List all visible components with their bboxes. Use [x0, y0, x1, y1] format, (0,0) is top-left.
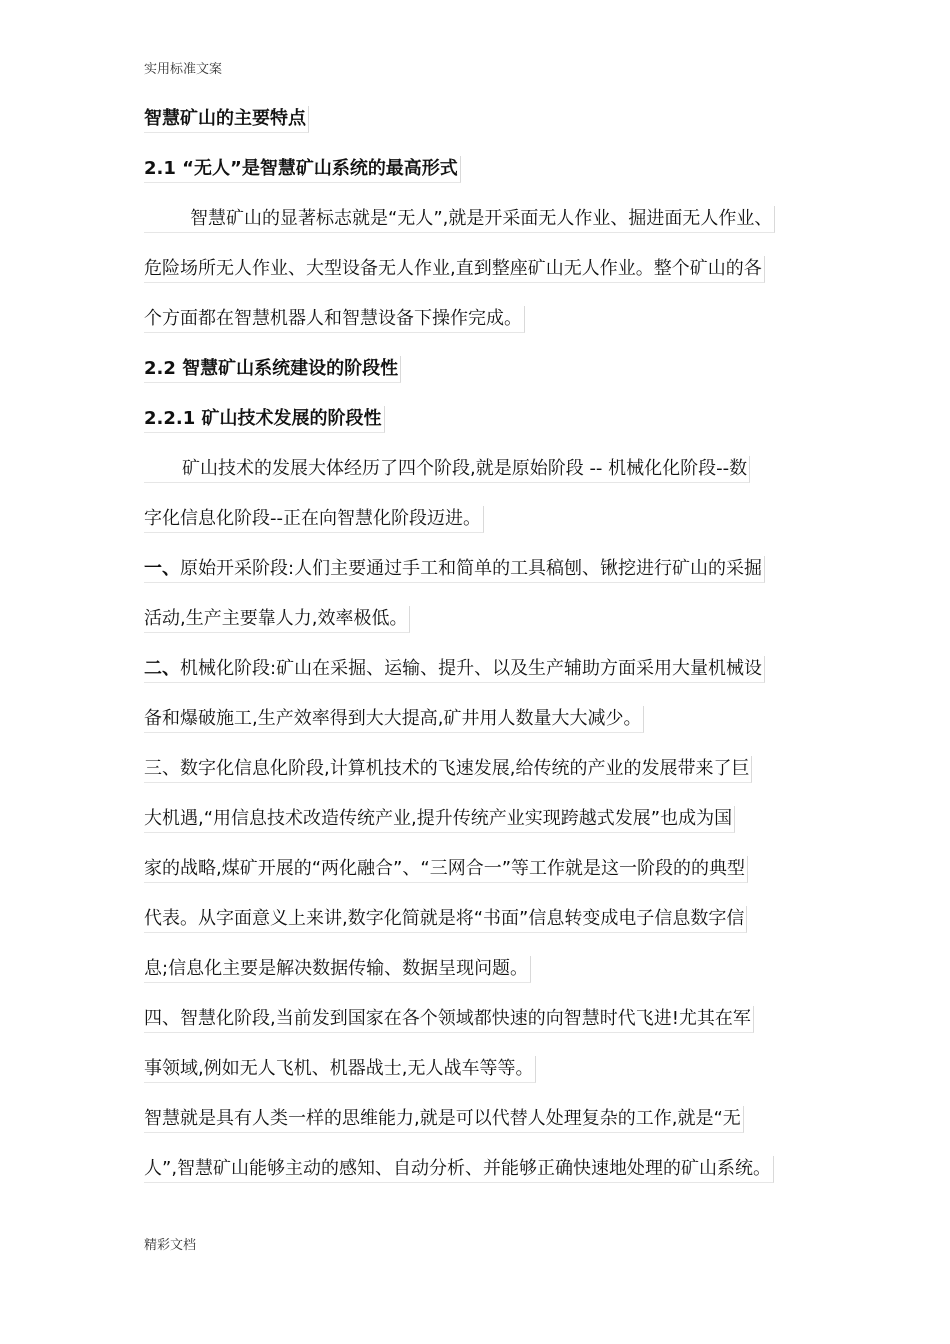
- stage-1-text: 原始开采阶段:人们主要通过手工和简单的工具稿刨、锹挖进行矿山的采掘: [180, 558, 763, 579]
- section-title: 智慧矿山的主要特点: [144, 106, 309, 133]
- paragraph-line: 字化信息化阶段--正在向智慧化阶段迈进。: [144, 506, 484, 533]
- paragraph-line: 三、数字化信息化阶段,计算机技术的飞速发展,给传统的产业的发展带来了巨: [144, 756, 752, 783]
- paragraph-line: 代表。从字面意义上来讲,数字化简就是将“书面”信息转变成电子信息数字信: [144, 906, 747, 933]
- stage-2-number: 二、: [144, 658, 180, 679]
- paragraph-line: 事领域,例如无人飞机、机器战士,无人战车等等。: [144, 1056, 536, 1083]
- heading-2-1: 2.1 “无人”是智慧矿山系统的最高形式: [144, 156, 461, 183]
- paragraph-line: 智慧矿山的显著标志就是“无人”,就是开采面无人作业、掘进面无人作业、: [144, 206, 775, 233]
- heading-2-2: 2.2 智慧矿山系统建设的阶段性: [144, 356, 401, 383]
- stage-1-line: [144, 556, 765, 583]
- stage-1-number: 一、: [144, 558, 180, 579]
- page-footer: 精彩文档: [144, 1238, 197, 1253]
- stage-2-text: 机械化阶段:矿山在采掘、运输、提升、以及生产辅助方面采用大量机械设: [180, 658, 763, 679]
- page-header: 实用标准文案: [144, 62, 223, 77]
- paragraph-line: 大机遇,“用信息技术改造传统产业,提升传统产业实现跨越式发展”也成为国: [144, 806, 735, 833]
- paragraph-line: 个方面都在智慧机器人和智慧设备下操作完成。: [144, 306, 525, 333]
- paragraph-line: 活动,生产主要靠人力,效率极低。: [144, 606, 410, 633]
- paragraph-line: 人”,智慧矿山能够主动的感知、自动分析、并能够正确快速地处理的矿山系统。: [144, 1156, 774, 1183]
- paragraph-line: 息;信息化主要是解决数据传输、数据呈现问题。: [144, 956, 531, 983]
- paragraph-line: 矿山技术的发展大体经历了四个阶段,就是原始阶段 -- 机械化化阶段--数: [144, 456, 750, 483]
- paragraph-line: 家的战略,煤矿开展的“两化融合”、“三网合一”等工作就是这一阶段的的典型: [144, 856, 748, 883]
- paragraph-line: 危险场所无人作业、大型设备无人作业,直到整座矿山无人作业。整个矿山的各: [144, 256, 765, 283]
- paragraph-line: 备和爆破施工,生产效率得到大大提高,矿井用人数量大大减少。: [144, 706, 644, 733]
- paragraph-line: 智慧就是具有人类一样的思维能力,就是可以代替人处理复杂的工作,就是“无: [144, 1106, 744, 1133]
- stage-2-line: [144, 656, 765, 683]
- paragraph-line: 四、智慧化阶段,当前发到国家在各个领域都快速的向智慧时代飞进!尤其在军: [144, 1006, 754, 1033]
- heading-2-2-1: 2.2.1 矿山技术发展的阶段性: [144, 406, 385, 433]
